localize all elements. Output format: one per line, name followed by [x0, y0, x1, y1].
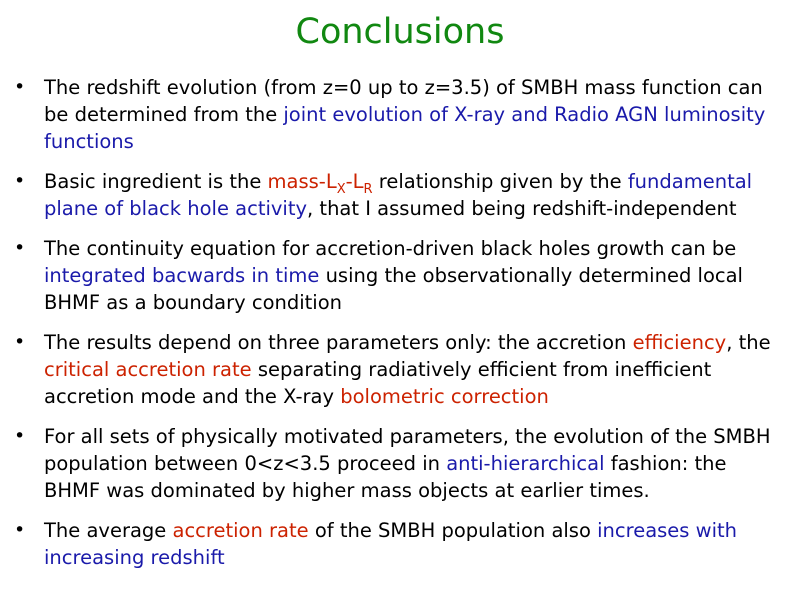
bullet-item	[0, 235, 800, 316]
bullet-segment: , that I assumed being redshift-independent	[307, 197, 737, 220]
bullet-text	[44, 76, 765, 153]
bullet-segment: For all sets of physically motivated parameters, the evolution of the SMBH population between 0<z<3.5 proceed in	[44, 425, 771, 475]
bullet-item	[0, 168, 800, 222]
bullet-segment: Basic ingredient is the	[44, 170, 268, 193]
bullet-text	[44, 170, 752, 220]
bullet-segment: fundamental plane of black hole activity	[44, 170, 753, 220]
bullet-item	[0, 329, 800, 410]
bullet-segment: integrated bacwards in time	[44, 264, 320, 287]
bullet-dot-icon: •	[14, 425, 26, 447]
bullet-segment: of the SMBH population also	[308, 519, 598, 542]
bullet-item	[0, 517, 800, 571]
bullet-dot-icon: •	[14, 237, 26, 259]
bullet-segment: The continuity equation for accretion-driven black holes growth can be	[44, 237, 737, 260]
bullet-text	[44, 237, 743, 314]
bullet-segment: -L	[345, 170, 364, 193]
bullet-segment: The results depend on three parameters only: the accretion	[44, 331, 633, 354]
bullet-segment: critical accretion rate	[44, 358, 252, 381]
bullet-segment: mass-L	[267, 170, 337, 193]
bullet-segment: fashion: the BHMF was dominated by higher mass objects at earlier times.	[44, 452, 727, 502]
bullet-segment: , the	[726, 331, 771, 354]
bullet-text	[44, 331, 771, 408]
bullet-text	[44, 425, 771, 502]
bullet-item	[0, 423, 800, 504]
bullet-segment: X	[336, 181, 346, 197]
bullet-segment: The redshift evolution (from z=0 up to z=3.5) of SMBH mass function can be determined from the	[44, 76, 763, 126]
bullet-dot-icon: •	[14, 170, 26, 192]
bullet-dot-icon: •	[14, 76, 26, 98]
bullet-segment: bolometric correction	[340, 385, 549, 408]
bullet-text	[44, 519, 737, 569]
bullet-dot-icon: •	[14, 519, 26, 541]
bullet-segment: accretion rate	[172, 519, 309, 542]
slide-title: Conclusions	[295, 12, 505, 52]
bullet-segment: anti-hierarchical	[446, 452, 605, 475]
bullet-segment: increases with increasing redshift	[44, 519, 738, 569]
bullet-segment: separating radiatively efficient from inefficient accretion mode and the X-ray	[44, 358, 712, 408]
bullet-list	[0, 74, 800, 584]
bullet-item	[0, 74, 800, 155]
bullet-dot-icon: •	[14, 331, 26, 353]
bullet-segment: R	[363, 181, 373, 197]
bullet-segment: The average	[44, 519, 173, 542]
bullet-segment: relationship given by the	[372, 170, 628, 193]
bullet-segment: efficiency	[632, 331, 727, 354]
bullet-segment: using the observationally determined local BHMF as a boundary condition	[44, 264, 743, 314]
bullet-segment: joint evolution of X-ray and Radio AGN luminosity functions	[44, 103, 766, 153]
